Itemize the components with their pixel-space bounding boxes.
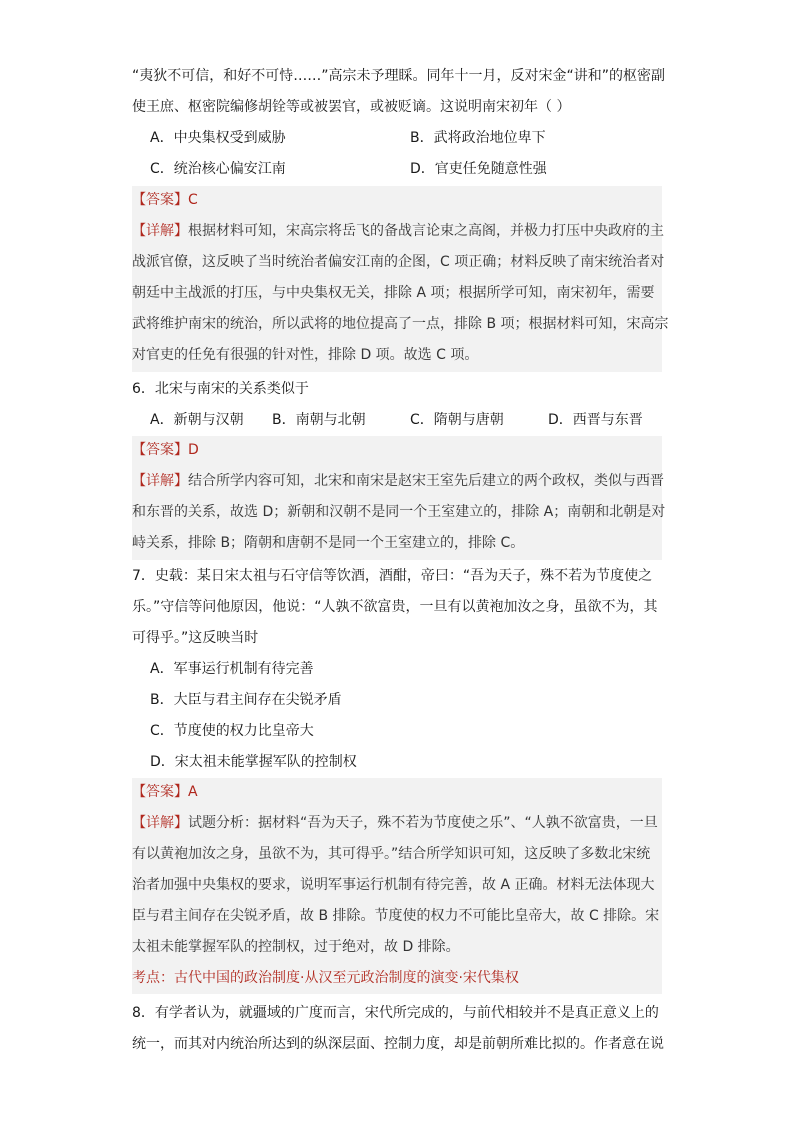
q6-answer-value: D — [188, 442, 199, 458]
q7-option-b: B．大臣与君主间存在尖锐矛盾 — [150, 692, 342, 708]
q7-answer — [132, 782, 198, 802]
q5-answer-value: C — [188, 192, 198, 208]
q7-stem-line-1: 7．史载：某日宋太祖与石守信等饮酒，酒酣，帝曰：“吾为天子，殊不若为节度使之 — [132, 568, 653, 584]
q7-stem-line-2: 乐。”守信等问他原因，他说：“人孰不欲富贵，一旦有以黄袍加汝之身，虽欲不为，其 — [132, 599, 658, 615]
q5-stem-line-1: “夷狄不可信，和好不可恃……”高宗未予理睬。同年十一月，反对宋金“讲和”的枢密副 — [132, 68, 666, 84]
q7-detail-line-3: 治者加强中央集权的要求，说明军事运行机制有待完善，故 A 正确。材料无法体现大 — [132, 877, 655, 893]
q6-option-d: D．西晋与东晋 — [548, 412, 643, 428]
q5-answer-block — [132, 186, 669, 372]
q7-option-a: A．军事运行机制有待完善 — [150, 661, 314, 677]
q7-answer-block — [132, 778, 662, 994]
q6-stem: 6．北宋与南宋的关系类似于 — [132, 381, 309, 397]
q5-detail-line-5: 对官吏的任免有很强的针对性，排除 D 项。故选 C 项。 — [132, 347, 479, 363]
q7-stem-line-3: 可得乎。”这反映当时 — [132, 630, 259, 646]
q7-kaodian: 考点：古代中国的政治制度·从汉至元政治制度的演变·宋代集权 — [132, 970, 519, 986]
q6-detail-line-1: 【详解】结合所学内容可知，北宋和南宋是赵宋王室先后建立的两个政权，类似与西晋 — [132, 473, 664, 489]
q5-option-b: B．武将政治地位卑下 — [410, 130, 546, 146]
q7-detail-line-4: 臣与君主间存在尖锐矛盾，故 B 排除。节度使的权力不可能比皇帝大，故 C 排除。宋 — [132, 908, 660, 924]
q5-detail-line-3: 朝廷中主战派的打压，与中央集权无关，排除 A 项；根据所学可知，南宋初年，需要 — [132, 285, 655, 301]
q7-detail-tag: 【详解】 — [132, 815, 188, 831]
q6-answer — [132, 440, 199, 460]
q5-detail-tag: 【详解】 — [132, 223, 188, 239]
q8-stem-line-2: 统一，而其对内统治所达到的纵深层面、控制力度，却是前朝所难比拟的。作者意在说 — [132, 1036, 664, 1052]
q6-detail-line-3: 峙关系，排除 B；隋朝和唐朝不是同一个王室建立的，排除 C。 — [132, 535, 525, 551]
q7-detail-line-1: 【详解】试题分析：据材料“吾为天子，殊不若为节度使之乐”、“人孰不欲富贵，一旦 — [132, 815, 658, 831]
q5-detail-line-1: 【详解】根据材料可知，宋高宗将岳飞的备战言论束之高阁，并极力打压中央政府的主 — [132, 223, 664, 239]
q7-option-d: D．宋太祖未能掌握军队的控制权 — [150, 754, 357, 770]
q5-answer — [132, 190, 198, 210]
q5-option-a: A．中央集权受到威胁 — [150, 130, 286, 146]
q6-answer-tag: 【答案】 — [132, 442, 188, 458]
q5-detail-line-2: 战派官僚，这反映了当时统治者偏安江南的企图，C 项正确；材料反映了南宋统治者对 — [132, 254, 665, 270]
q6-option-b: B．南朝与北朝 — [272, 412, 366, 428]
q6-detail-tag: 【详解】 — [132, 473, 188, 489]
q6-option-c: C．隋朝与唐朝 — [410, 412, 504, 428]
q5-answer-tag: 【答案】 — [132, 192, 188, 208]
q5-stem-line-2: 使王庶、枢密院编修胡铨等或被罢官，或被贬谪。这说明南宋初年（ ） — [132, 99, 571, 115]
q7-detail-line-5: 太祖未能掌握军队的控制权，过于绝对，故 D 排除。 — [132, 939, 460, 955]
q7-answer-tag: 【答案】 — [132, 784, 188, 800]
q6-option-a: A．新朝与汉朝 — [150, 412, 244, 428]
q7-answer-value: A — [188, 784, 198, 800]
q5-detail-line-4: 武将维护南宋的统治，所以武将的地位提高了一点，排除 B 项；根据材料可知，宋高宗 — [132, 316, 669, 332]
q7-option-c: C．节度使的权力比皇帝大 — [150, 723, 314, 739]
q6-answer-block — [132, 436, 666, 560]
q7-detail-line-2: 有以黄袍加汝之身，虽欲不为，其可得乎。”结合所学知识可知，这反映了多数北宋统 — [132, 846, 651, 862]
q8-stem-line-1: 8．有学者认为，就疆域的广度而言，宋代所完成的，与前代相较并不是真正意义上的 — [132, 1005, 659, 1021]
q6-detail-line-2: 和东晋的关系，故选 D；新朝和汉朝不是同一个王室建立的，排除 A；南朝和北朝是对 — [132, 504, 666, 520]
q5-option-d: D．官吏任免随意性强 — [410, 161, 547, 177]
q5-option-c: C．统治核心偏安江南 — [150, 161, 286, 177]
